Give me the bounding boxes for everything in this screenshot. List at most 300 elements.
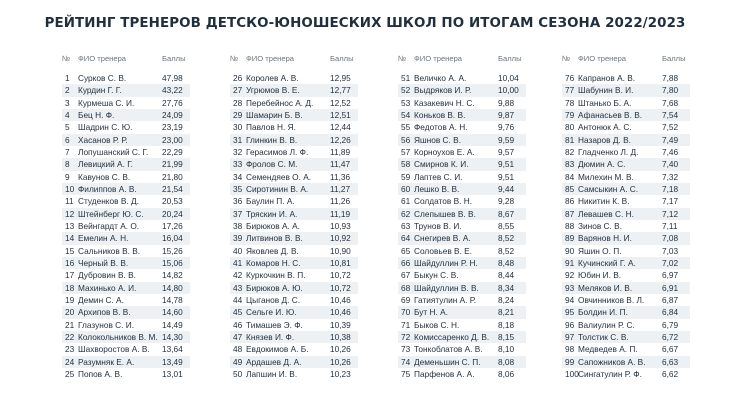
table-row bbox=[562, 208, 690, 220]
points-value: 20,53 bbox=[162, 196, 183, 207]
points-value: 23,00 bbox=[162, 134, 183, 145]
rank: 52 bbox=[401, 85, 411, 96]
rank: 72 bbox=[401, 331, 411, 342]
coach-name: Соловьев В. Е. bbox=[414, 245, 473, 256]
table-row bbox=[398, 146, 526, 158]
points-value: 10,72 bbox=[330, 282, 351, 293]
coach-name: Хасанов Р. Р. bbox=[78, 134, 128, 145]
rank: 4 bbox=[65, 109, 70, 120]
rank: 91 bbox=[565, 257, 575, 268]
rank: 98 bbox=[565, 344, 575, 355]
coach-name: Самсыкин А. С. bbox=[578, 183, 639, 194]
coach-name: Толстик С. В. bbox=[578, 331, 629, 342]
table-row bbox=[230, 109, 358, 121]
coach-name: Князев И. Ф. bbox=[246, 331, 295, 342]
coach-name: Сиротинин В. А. bbox=[246, 183, 309, 194]
rank: 10 bbox=[65, 183, 75, 194]
table-row bbox=[562, 183, 690, 195]
points-value: 8,34 bbox=[498, 282, 515, 293]
table-row bbox=[230, 319, 358, 331]
coach-name: Левашев С. Н. bbox=[578, 208, 634, 219]
coach-name: Назаров Д. В. bbox=[578, 134, 631, 145]
header-number: № bbox=[62, 54, 71, 63]
table-row bbox=[398, 121, 526, 133]
rank: 32 bbox=[233, 146, 243, 157]
points-value: 10,46 bbox=[330, 307, 351, 318]
coach-name: Смирнов К. И. bbox=[414, 159, 469, 170]
points-value: 7,46 bbox=[662, 146, 679, 157]
header-points: Баллы bbox=[162, 54, 186, 63]
coach-name: Глинкин В. В. bbox=[246, 134, 298, 145]
points-value: 7,03 bbox=[662, 245, 679, 256]
coach-name: Вейнгардт А. О. bbox=[78, 220, 140, 231]
rank: 57 bbox=[401, 146, 411, 157]
rank: 75 bbox=[401, 368, 411, 379]
table-row bbox=[62, 368, 190, 380]
points-value: 11,27 bbox=[330, 183, 351, 194]
table-row bbox=[62, 171, 190, 183]
rank: 86 bbox=[565, 196, 575, 207]
table-row bbox=[398, 208, 526, 220]
rank: 17 bbox=[65, 270, 75, 281]
table-row bbox=[398, 84, 526, 96]
table-row bbox=[398, 282, 526, 294]
coach-name: Бец Н. Ф. bbox=[78, 109, 115, 120]
coach-name: Бирюков А. Ю. bbox=[246, 282, 303, 293]
points-value: 10,81 bbox=[330, 257, 351, 268]
coach-name: Баулин П. А. bbox=[246, 196, 295, 207]
rank: 53 bbox=[401, 97, 411, 108]
table-row bbox=[62, 269, 190, 281]
table-row bbox=[230, 84, 358, 96]
points-value: 10,26 bbox=[330, 344, 351, 355]
coach-name: Антонюк А. С. bbox=[578, 122, 632, 133]
rank: 82 bbox=[565, 146, 575, 157]
table-row bbox=[398, 183, 526, 195]
points-value: 12,44 bbox=[330, 122, 351, 133]
table-row bbox=[230, 134, 358, 146]
table-row bbox=[562, 220, 690, 232]
rank: 34 bbox=[233, 171, 243, 182]
coach-name: Милехин М. В. bbox=[578, 171, 634, 182]
coach-name: Афанасьев В. В. bbox=[578, 109, 643, 120]
points-value: 11,26 bbox=[330, 196, 351, 207]
rank: 99 bbox=[565, 356, 575, 367]
coach-name: Махинько А. И. bbox=[78, 282, 137, 293]
coach-name: Сельге И. Ю. bbox=[246, 307, 297, 318]
coach-name: Лешко В. В. bbox=[414, 183, 460, 194]
coach-name: Лопушанский С. Г. bbox=[78, 146, 149, 157]
points-value: 13,01 bbox=[162, 368, 183, 379]
table-row bbox=[562, 269, 690, 281]
rank: 62 bbox=[401, 208, 411, 219]
table-row bbox=[62, 220, 190, 232]
points-value: 9,59 bbox=[498, 134, 515, 145]
rank: 81 bbox=[565, 134, 575, 145]
rank: 13 bbox=[65, 220, 75, 231]
points-value: 9,44 bbox=[498, 183, 515, 194]
rank: 9 bbox=[65, 171, 70, 182]
rank: 8 bbox=[65, 159, 70, 170]
coach-name: Цыганов Д. С. bbox=[246, 294, 300, 305]
table-row bbox=[62, 232, 190, 244]
column-header bbox=[398, 54, 526, 67]
points-value: 15,06 bbox=[162, 257, 183, 268]
rank: 96 bbox=[565, 319, 575, 330]
table-row bbox=[62, 84, 190, 96]
coach-name: Меляков И. В. bbox=[578, 282, 633, 293]
table-row bbox=[230, 232, 358, 244]
coach-name: Ардашев Д. А. bbox=[246, 356, 302, 367]
coach-name: Куркочкин В. П. bbox=[246, 270, 306, 281]
rank: 23 bbox=[65, 344, 75, 355]
coach-name: Гатиятулин А. Р. bbox=[414, 294, 477, 305]
table-row bbox=[562, 134, 690, 146]
header-name: ФИО тренера bbox=[78, 54, 127, 63]
table-row bbox=[230, 72, 358, 84]
points-value: 7,54 bbox=[662, 109, 679, 120]
table-row bbox=[62, 121, 190, 133]
coach-name: Величко А. А. bbox=[414, 73, 467, 83]
header-name: ФИО тренера bbox=[414, 54, 463, 63]
table-row bbox=[562, 97, 690, 109]
rank: 76 bbox=[565, 73, 575, 83]
points-value: 6,84 bbox=[662, 307, 679, 318]
points-value: 9,51 bbox=[498, 159, 515, 170]
table-row bbox=[62, 195, 190, 207]
coach-name: Комиссаренко Д. В. bbox=[414, 331, 490, 342]
coach-name: Шабунин В. И. bbox=[578, 85, 634, 96]
coach-name: Солдатов В. Н. bbox=[414, 196, 473, 207]
points-value: 14,82 bbox=[162, 270, 183, 281]
table-row bbox=[62, 356, 190, 368]
rank: 27 bbox=[233, 85, 243, 96]
rating-column-2 bbox=[230, 54, 358, 380]
rank: 64 bbox=[401, 233, 411, 244]
table-row bbox=[562, 245, 690, 257]
table-row bbox=[62, 134, 190, 146]
rank: 30 bbox=[233, 122, 243, 133]
rank: 11 bbox=[65, 196, 74, 207]
table-row bbox=[230, 220, 358, 232]
table-row bbox=[62, 245, 190, 257]
rank: 22 bbox=[65, 331, 75, 342]
coach-name: Медведев А. П. bbox=[578, 344, 638, 355]
points-value: 23,19 bbox=[162, 122, 183, 133]
table-row bbox=[398, 158, 526, 170]
table-row bbox=[398, 171, 526, 183]
points-value: 7,12 bbox=[662, 208, 679, 219]
points-value: 8,44 bbox=[498, 270, 515, 281]
rank: 46 bbox=[233, 319, 243, 330]
points-value: 9,88 bbox=[498, 97, 515, 108]
coach-name: Выдряков И. Р. bbox=[414, 85, 472, 96]
table-row bbox=[230, 121, 358, 133]
coach-name: Шамарин Б. В. bbox=[246, 109, 303, 120]
coach-name: Бут Н. А. bbox=[414, 307, 448, 318]
coach-name: Дубровин В. В. bbox=[78, 270, 136, 281]
table-row bbox=[398, 97, 526, 109]
rank: 68 bbox=[401, 282, 411, 293]
coach-name: Коньков В. В. bbox=[414, 109, 466, 120]
points-value: 21,80 bbox=[162, 171, 183, 182]
rank: 39 bbox=[233, 233, 243, 244]
points-value: 6,91 bbox=[662, 282, 679, 293]
points-value: 8,55 bbox=[498, 220, 515, 231]
points-value: 10,72 bbox=[330, 270, 351, 281]
points-value: 6,79 bbox=[662, 319, 679, 330]
table-row bbox=[230, 146, 358, 158]
rank: 19 bbox=[65, 294, 75, 305]
rank: 6 bbox=[65, 134, 70, 145]
rank: 94 bbox=[565, 294, 575, 305]
points-value: 14,30 bbox=[162, 331, 183, 342]
points-value: 11,19 bbox=[330, 208, 351, 219]
points-value: 9,57 bbox=[498, 146, 515, 157]
coach-name: Семендяев О. А. bbox=[246, 171, 312, 182]
coach-name: Деменьшин С. П. bbox=[414, 356, 481, 367]
coach-name: Курдин Г. Г. bbox=[78, 85, 122, 96]
rank: 49 bbox=[233, 356, 243, 367]
points-value: 7,52 bbox=[662, 122, 679, 133]
points-value: 27,76 bbox=[162, 97, 183, 108]
coach-name: Евдокимов А. Б. bbox=[246, 344, 309, 355]
rank: 38 bbox=[233, 220, 243, 231]
points-value: 6,72 bbox=[662, 331, 679, 342]
rank: 67 bbox=[401, 270, 411, 281]
rank: 70 bbox=[401, 307, 411, 318]
rating-column-3 bbox=[398, 54, 526, 380]
table-row bbox=[562, 146, 690, 158]
coach-name: Казакевич Н. С. bbox=[414, 97, 475, 108]
rank: 61 bbox=[401, 196, 411, 207]
table-row bbox=[562, 72, 690, 84]
points-value: 7,11 bbox=[662, 220, 678, 231]
table-row bbox=[562, 306, 690, 318]
coach-name: Лапшин И. В. bbox=[246, 368, 298, 379]
table-row bbox=[62, 146, 190, 158]
coach-name: Яшин О. П. bbox=[578, 245, 622, 256]
points-value: 11,47 bbox=[330, 159, 351, 170]
table-row bbox=[562, 282, 690, 294]
rank: 88 bbox=[565, 220, 575, 231]
table-row bbox=[62, 97, 190, 109]
points-value: 12,95 bbox=[330, 73, 351, 83]
coach-name: Демин С. А. bbox=[78, 294, 124, 305]
rank: 84 bbox=[565, 171, 575, 182]
coach-name: Шахворостов А. В. bbox=[78, 344, 150, 355]
rank: 89 bbox=[565, 233, 575, 244]
header-number: № bbox=[230, 54, 239, 63]
rank: 59 bbox=[401, 171, 411, 182]
coach-name: Зинов С. В. bbox=[578, 220, 622, 231]
column-header bbox=[230, 54, 358, 67]
table-row bbox=[398, 109, 526, 121]
table-row bbox=[562, 368, 690, 380]
table-row bbox=[230, 97, 358, 109]
rank: 92 bbox=[565, 270, 575, 281]
table-row bbox=[62, 319, 190, 331]
points-value: 17,26 bbox=[162, 220, 183, 231]
rating-column-1 bbox=[62, 54, 190, 380]
table-row bbox=[562, 158, 690, 170]
coach-name: Трунов В. И. bbox=[414, 220, 462, 231]
coach-name: Валиулин Р. С. bbox=[578, 319, 635, 330]
coach-name: Тонкоблатов А. В. bbox=[414, 344, 483, 355]
coach-name: Сурков С. В. bbox=[78, 73, 127, 83]
points-value: 14,60 bbox=[162, 307, 183, 318]
rank: 5 bbox=[65, 122, 70, 133]
coach-name: Сапожников А. В. bbox=[578, 356, 646, 367]
points-value: 6,67 bbox=[662, 344, 679, 355]
table-row bbox=[398, 306, 526, 318]
points-value: 8,48 bbox=[498, 257, 515, 268]
points-value: 8,21 bbox=[498, 307, 515, 318]
points-value: 10,90 bbox=[330, 245, 351, 256]
rank: 97 bbox=[565, 331, 575, 342]
table-row bbox=[398, 319, 526, 331]
points-value: 11,89 bbox=[330, 146, 351, 157]
table-row bbox=[398, 134, 526, 146]
coach-name: Варянов Н. И. bbox=[578, 233, 632, 244]
coach-name: Шадрин С. Ю. bbox=[78, 122, 133, 133]
points-value: 12,26 bbox=[330, 134, 351, 145]
points-value: 47,98 bbox=[162, 73, 183, 83]
rank: 37 bbox=[233, 208, 243, 219]
rank: 28 bbox=[233, 97, 243, 108]
table-row bbox=[230, 257, 358, 269]
coach-name: Яшнов С. В. bbox=[414, 134, 461, 145]
table-row bbox=[562, 121, 690, 133]
points-value: 8,10 bbox=[498, 344, 515, 355]
rank: 36 bbox=[233, 196, 243, 207]
points-value: 7,68 bbox=[662, 97, 679, 108]
coach-name: Овчинников В. Л. bbox=[578, 294, 645, 305]
rank: 63 bbox=[401, 220, 411, 231]
rank: 73 bbox=[401, 344, 411, 355]
coach-name: Быкун С. В. bbox=[414, 270, 459, 281]
coach-name: Глазунов С. И. bbox=[78, 319, 135, 330]
points-value: 12,51 bbox=[330, 109, 351, 120]
rank: 54 bbox=[401, 109, 411, 120]
rank: 71 bbox=[401, 319, 411, 330]
rank: 87 bbox=[565, 208, 575, 219]
coach-name: Фролов С. М. bbox=[246, 159, 298, 170]
header-name: ФИО тренера bbox=[246, 54, 295, 63]
rank: 40 bbox=[233, 245, 243, 256]
table-row bbox=[230, 331, 358, 343]
points-value: 6,63 bbox=[662, 356, 679, 367]
header-points: Баллы bbox=[662, 54, 686, 63]
points-value: 43,22 bbox=[162, 85, 183, 96]
rank: 26 bbox=[233, 73, 243, 83]
rank: 29 bbox=[233, 109, 243, 120]
rank: 1 bbox=[65, 73, 70, 83]
coach-name: Студенков В. Д. bbox=[78, 196, 139, 207]
rank: 48 bbox=[233, 344, 243, 355]
points-value: 7,17 bbox=[662, 196, 679, 207]
coach-name: Гладченко Л. Д. bbox=[578, 146, 639, 157]
points-value: 10,39 bbox=[330, 319, 351, 330]
table-row bbox=[230, 356, 358, 368]
points-value: 21,54 bbox=[162, 183, 183, 194]
points-value: 7,08 bbox=[662, 233, 679, 244]
rank: 58 bbox=[401, 159, 411, 170]
points-value: 13,49 bbox=[162, 356, 183, 367]
points-value: 21,99 bbox=[162, 159, 183, 170]
coach-name: Литвинов В. В. bbox=[246, 233, 303, 244]
points-value: 14,49 bbox=[162, 319, 183, 330]
points-value: 8,18 bbox=[498, 319, 515, 330]
points-value: 13,64 bbox=[162, 344, 183, 355]
rank: 2 bbox=[65, 85, 70, 96]
coach-name: Сальников В. В. bbox=[78, 245, 141, 256]
table-row bbox=[398, 343, 526, 355]
rank: 7 bbox=[65, 146, 70, 157]
rank: 51 bbox=[401, 73, 411, 83]
table-row bbox=[230, 294, 358, 306]
table-row bbox=[230, 158, 358, 170]
points-value: 10,00 bbox=[498, 85, 519, 96]
table-row bbox=[562, 294, 690, 306]
points-value: 6,62 bbox=[662, 368, 679, 379]
points-value: 15,26 bbox=[162, 245, 183, 256]
table-row bbox=[398, 356, 526, 368]
table-row bbox=[562, 257, 690, 269]
rank: 85 bbox=[565, 183, 575, 194]
rank: 50 bbox=[233, 368, 243, 379]
rank: 44 bbox=[233, 294, 243, 305]
table-row bbox=[230, 306, 358, 318]
rank: 16 bbox=[65, 257, 75, 268]
table-row bbox=[398, 220, 526, 232]
points-value: 9,87 bbox=[498, 109, 515, 120]
table-row bbox=[230, 269, 358, 281]
coach-name: Попов А. В. bbox=[78, 368, 123, 379]
points-value: 8,67 bbox=[498, 208, 515, 219]
rank: 18 bbox=[65, 282, 75, 293]
coach-name: Курмеша С. И. bbox=[78, 97, 135, 108]
points-value: 10,46 bbox=[330, 294, 351, 305]
coach-name: Снегирев В. А. bbox=[414, 233, 471, 244]
points-value: 9,76 bbox=[498, 122, 515, 133]
rank: 14 bbox=[65, 233, 75, 244]
coach-name: Яковлев Д. В. bbox=[246, 245, 299, 256]
rank: 77 bbox=[565, 85, 575, 96]
rank: 55 bbox=[401, 122, 411, 133]
coach-name: Бирюков А. А. bbox=[246, 220, 300, 231]
table-row bbox=[62, 331, 190, 343]
coach-name: Угрюмов В. Е. bbox=[246, 85, 300, 96]
coach-name: Штейнберг Ю. С. bbox=[78, 208, 144, 219]
rank: 25 bbox=[65, 368, 75, 379]
rank: 45 bbox=[233, 307, 243, 318]
coach-name: Колокольников В. М. bbox=[78, 331, 158, 342]
points-value: 6,97 bbox=[662, 270, 679, 281]
rank: 56 bbox=[401, 134, 411, 145]
table-row bbox=[398, 245, 526, 257]
coach-name: Болдин И. П. bbox=[578, 307, 628, 318]
table-row bbox=[230, 245, 358, 257]
points-value: 7,18 bbox=[662, 183, 679, 194]
points-value: 10,92 bbox=[330, 233, 351, 244]
coach-name: Комаров Н. С. bbox=[246, 257, 301, 268]
points-value: 7,80 bbox=[662, 85, 679, 96]
rank: 31 bbox=[233, 134, 243, 145]
points-value: 8,24 bbox=[498, 294, 515, 305]
table-row bbox=[62, 183, 190, 195]
points-value: 6,87 bbox=[662, 294, 679, 305]
